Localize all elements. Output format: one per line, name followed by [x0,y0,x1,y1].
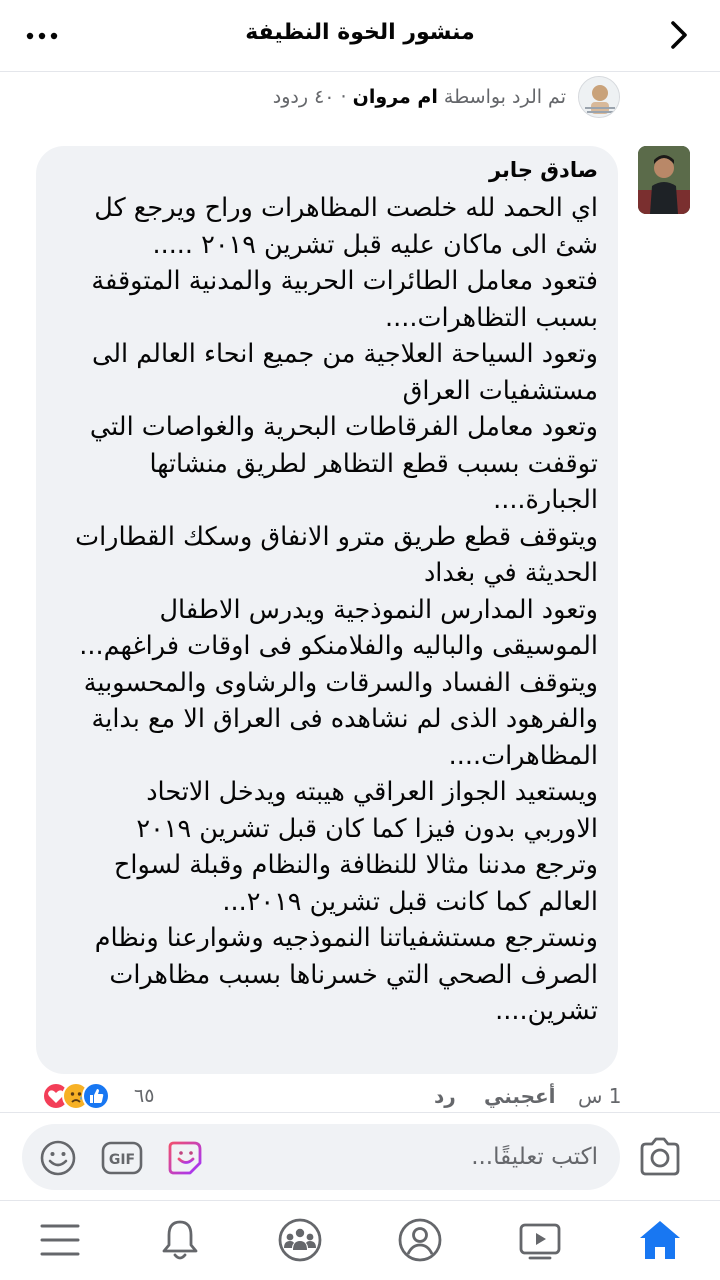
reaction-count: ٦٥ [134,1085,155,1107]
comment-author-name[interactable]: صادق جابر [488,158,598,182]
comment-line: ونسترجع مستشفياتنا النموذجيه وشوارعنا ونظام [94,923,598,953]
comment-line: ويتوقف قطع طريق مترو الانفاق وسكك القطارات [75,521,598,552]
comment-actions [0,1082,720,1114]
comment-author-avatar[interactable] [638,146,690,214]
profile-icon[interactable] [396,1217,444,1263]
menu-icon[interactable] [36,1217,84,1263]
camera-icon[interactable] [636,1134,684,1180]
comment-text [50,190,598,1030]
comment-line: الصرف الصحي التي خسرناها بسبب مظاهرات [109,959,598,990]
sticker-icon[interactable] [166,1139,206,1177]
comment-line: وتعود السياحة العلاجية من جميع انحاء العالم الى [91,339,598,369]
comment-line: العالم كما كانت قبل تشرين ٢٠١٩... [222,886,598,917]
page-title: منشور الخوة النظيفة [245,20,475,45]
comment-line: الموسيقى والباليه والفلامنكو فى اوقات فراغهم... [79,631,598,661]
reply-button[interactable]: رد [434,1084,456,1108]
replies-count: · ٤٠ ردود [272,86,347,108]
comment-line: اي الحمد لله خلصت المظاهرات وراح ويرجع كل [94,193,598,223]
comment-line: وتعود معامل الفرقاطات البحرية والغواصات التي [89,412,598,442]
comment-line: ويتوقف الفساد والسرقات والرشاوى والمحسوبية [83,667,598,698]
comment-line: الحديثة في بغداد [423,558,598,588]
comment-line: فتعود معامل الطائرات الحربية والمدنية المتوقفة [91,266,598,296]
replies-summary[interactable] [0,76,720,118]
notifications-icon[interactable] [156,1217,204,1263]
like-button[interactable]: أعجبني [484,1084,556,1108]
svg-text:GIF: GIF [108,1152,136,1168]
replies-prefix: تم الرد بواسطة [443,86,566,108]
comment-line: وترجع مدننا مثالا للنظافة والنظام وقبلة لسواح [113,850,598,880]
bottom-tab-bar [0,1201,720,1280]
back-chevron-icon[interactable] [664,18,694,52]
home-icon[interactable] [636,1217,684,1263]
comment-timestamp: 1 س [578,1084,622,1108]
replies-summary-text [146,86,566,108]
comment-line: والفرهود الذى لم نشاهده فى العراق الا مع بداية [91,704,598,734]
replier-name[interactable]: ام مروان [352,86,438,108]
replier-avatar [578,76,620,118]
comment-line: المظاهرات.... [448,740,598,771]
comment-line: وتعود المدارس النموذجية ويدرس الاطفال [159,594,598,625]
emoji-icon[interactable] [38,1139,78,1177]
comment-line: تشرين.... [495,996,598,1026]
comment-line: مستشفيات العراق [402,375,598,406]
comment-input[interactable]: اكتب تعليقًا... [471,1144,598,1170]
groups-icon[interactable] [276,1217,324,1263]
watch-icon[interactable] [516,1217,564,1263]
comment-line: الجبارة.... [493,485,598,515]
reactions-summary[interactable] [42,1082,162,1112]
comment-line: شئ الى ماكان عليه قبل تشرين ٢٠١٩ ..... [152,229,598,260]
comment-bubble [36,146,618,1074]
composer-divider [0,1112,720,1113]
like-reaction-icon [82,1082,110,1110]
comment-composer[interactable] [22,1124,620,1190]
gif-icon[interactable] [100,1139,144,1177]
comment-line: الاوربي بدون فيزا كما كان قبل تشرين ٢٠١٩ [136,813,598,844]
comment-line: توقفت بسبب قطع التظاهر لطريق منشاتها [149,448,598,479]
comment-line: ويستعيد الجواز العراقي هيبته ويدخل الاتحاد [146,777,598,807]
comment-line: بسبب التظاهرات.... [385,302,598,333]
top-bar [0,0,720,72]
